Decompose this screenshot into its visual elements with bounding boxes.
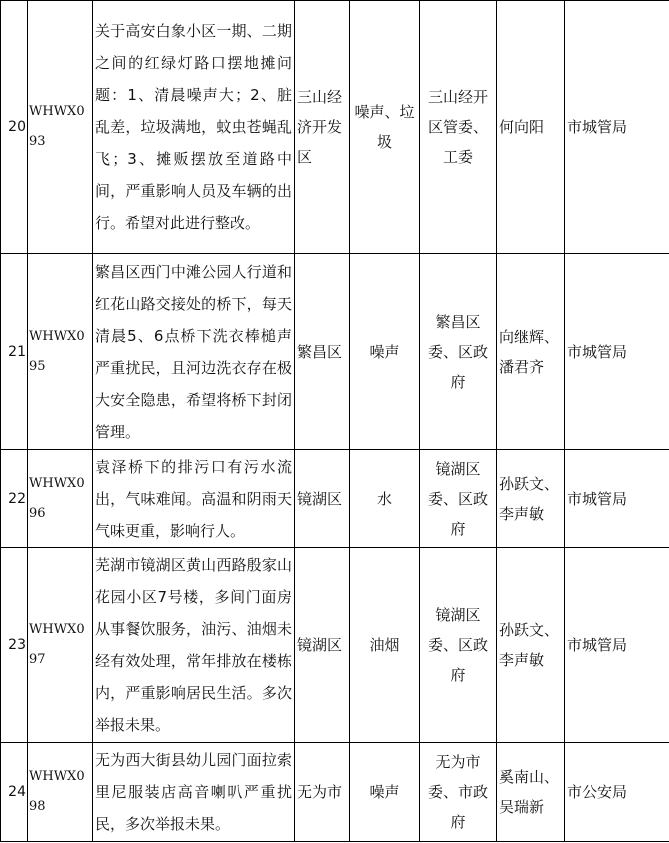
complaint-description: 繁昌区西门中滩公园人行道和红花山路交接处的桥下，每天清晨5、6点桥下洗衣棒槌声严重扰民，且河边洗衣存在极大安全隐患，希望将桥下封闭管理。 [93, 254, 295, 450]
table-row [1, 1, 669, 254]
case-code: WHWX093 [28, 1, 93, 254]
complaint-description: 芜湖市镜湖区黄山西路殷家山花园小区7号楼，多间门面房从事餐饮服务，油污、油烟未经有效处理，常年排放在楼栋内，严重影响居民生活。多次举报未果。 [93, 548, 295, 743]
supervising-agency: 市公安局 [565, 743, 669, 842]
row-number: 24 [1, 743, 28, 842]
table-row [1, 548, 669, 743]
row-number: 23 [1, 548, 28, 743]
case-code: WHWX096 [28, 450, 93, 548]
row-number: 20 [1, 1, 28, 254]
responsible-person: 何向阳 [497, 1, 565, 254]
complaint-description: 袁泽桥下的排污口有污水流出，气味难闻。高温和阴雨天气味更重，影响行人。 [93, 450, 295, 548]
area-name: 无为市 [295, 743, 350, 842]
responsible-department: 镜湖区委、区政府 [420, 450, 497, 548]
case-code: WHWX098 [28, 743, 93, 842]
pollution-type: 油烟 [350, 548, 420, 743]
supervising-agency: 市城管局 [565, 254, 669, 450]
complaint-description: 关于高安白象小区一期、二期之间的红绿灯路口摆地摊问题：1、清晨噪声大；2、脏乱差，垃圾满地，蚊虫苍蝇乱飞；3、摊贩摆放至道路中间，严重影响人员及车辆的出行。希望对此进行整改。 [93, 1, 295, 254]
supervising-agency: 市城管局 [565, 450, 669, 548]
responsible-department: 无为市委、市政府 [420, 743, 497, 842]
case-code: WHWX097 [28, 548, 93, 743]
supervising-agency: 市城管局 [565, 548, 669, 743]
table-row [1, 743, 669, 842]
area-name: 三山经济开发区 [295, 1, 350, 254]
case-code: WHWX095 [28, 254, 93, 450]
responsible-department: 镜湖区委、区政府 [420, 548, 497, 743]
table-row [1, 254, 669, 450]
supervising-agency: 市城管局 [565, 1, 669, 254]
responsible-person: 向继辉、潘君齐 [497, 254, 565, 450]
responsible-person: 孙跃文、李声敏 [497, 548, 565, 743]
area-name: 镜湖区 [295, 450, 350, 548]
responsible-department: 三山经开区管委、工委 [420, 1, 497, 254]
responsible-person: 孙跃文、李声敏 [497, 450, 565, 548]
area-name: 繁昌区 [295, 254, 350, 450]
row-number: 22 [1, 450, 28, 548]
area-name: 镜湖区 [295, 548, 350, 743]
complaint-description: 无为西大街县幼儿园门面拉索里尼服装店高音喇叭严重扰民，多次举报未果。 [93, 743, 295, 842]
responsible-department: 繁昌区委、区政府 [420, 254, 497, 450]
row-number: 21 [1, 254, 28, 450]
responsible-person: 奚南山、吴瑞新 [497, 743, 565, 842]
pollution-type: 噪声 [350, 743, 420, 842]
pollution-type: 噪声 [350, 254, 420, 450]
pollution-type: 水 [350, 450, 420, 548]
table-row [1, 450, 669, 548]
pollution-type: 噪声、垃圾 [350, 1, 420, 254]
